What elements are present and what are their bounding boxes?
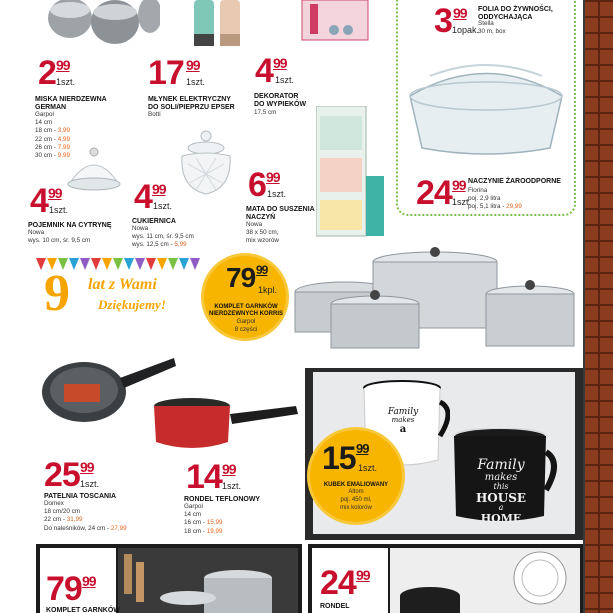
bunting-flag xyxy=(80,258,90,270)
pot-set-name: KOMPLET GARNKÓW NIERDZEWNYCH KORRIS xyxy=(208,304,283,317)
bunting-flag xyxy=(113,258,123,270)
baking-dish-image xyxy=(400,56,572,156)
bunting-flag xyxy=(190,258,200,270)
anniversary-line1: lat z Wami xyxy=(88,276,157,293)
mug-price: 15 99 1szt. xyxy=(322,440,378,476)
baking-dish-name: NACZYNIE ŻAROODPORNE xyxy=(468,178,561,185)
bowls-image xyxy=(40,0,160,50)
bottom-left-name: KOMPLET GARNKÓW xyxy=(46,607,120,613)
bunting-flag xyxy=(135,258,145,270)
pan-desc: Domex 18 cm/20 cm 22 cm - 31,99 Do naleśników, 24 cm - 27,99 xyxy=(44,500,127,532)
decorator-image xyxy=(300,0,370,42)
pan-price: 25 99 1szt. xyxy=(44,456,100,494)
grinder-brand: Botti xyxy=(148,111,161,118)
bunting-flag xyxy=(157,258,167,270)
pan-name: PATELNIA TOSCANIA xyxy=(44,493,117,500)
bottom-right-image xyxy=(390,548,580,613)
grinder-name: MŁYNEK ELEKTRYCZNY DO SOLI/PIEPRZU EPSER xyxy=(148,96,235,112)
bottom-right-price: 24 99 xyxy=(320,564,370,602)
foil-desc: Stella 30 m, box xyxy=(478,20,506,36)
baking-dish-price: 24 99 1szt. xyxy=(416,174,472,212)
decorator-desc: 17,5 cm xyxy=(254,109,277,116)
saucepan-price: 14 99 1szt. xyxy=(186,458,242,496)
bowl-desc: Garpol 14 cm 18 cm - 3,99 22 cm - 4,99 26 cm - 7,99 30 cm - 9,99 xyxy=(35,111,71,159)
saucepan-name: RONDEL TEFLONOWY xyxy=(184,496,261,503)
mug-desc: Altom poj. 450 ml, mix kolorów xyxy=(340,489,372,511)
bunting-flag xyxy=(168,258,178,270)
bunting-flag xyxy=(124,258,134,270)
anniversary-line2: Dziękujemy! xyxy=(98,297,166,312)
lemon-name: POJEMNIK NA CYTRYNĘ xyxy=(28,222,112,229)
pot-set-image xyxy=(285,240,585,360)
bottom-left-price: 79 99 xyxy=(46,570,96,608)
mat-price: 6 99 1szt. xyxy=(248,166,287,204)
sugar-bowl-price: 4 99 1szt. xyxy=(134,178,173,216)
bottom-left-image xyxy=(118,548,298,613)
lemon-container-image xyxy=(64,146,124,201)
lemon-desc: Nowa wys. 10 cm, śr. 9,5 cm xyxy=(28,229,91,245)
mat-image xyxy=(316,106,386,246)
grinder-price: 17 99 1szt. xyxy=(148,54,206,92)
bunting-flag xyxy=(179,258,189,270)
sugar-bowl-name: CUKIERNICA xyxy=(132,218,176,225)
lemon-price: 4 99 1szt. xyxy=(30,182,69,220)
grinders-image xyxy=(190,0,250,48)
saucepan-image xyxy=(152,396,302,456)
bottom-right-name: RONDEL xyxy=(320,603,350,610)
anniversary-number: 9 xyxy=(44,265,70,322)
bowl-name: MISKA NIERDZEWNA GERMAN xyxy=(35,96,107,112)
mug-name: KUBEK EMALIOWANY xyxy=(323,482,389,488)
decorator-name: DEKORATOR DO WYPIEKÓW xyxy=(254,93,307,109)
saucepan-desc: Garpol 14 cm 16 cm - 15,99 18 cm - 19,99 xyxy=(184,503,223,535)
bunting-flag xyxy=(69,258,79,270)
baking-dish-desc: Florina poj. 2,9 litra poj. 5,1 litra - 29,99 xyxy=(468,187,522,211)
decorator-price: 4 99 1szt. xyxy=(255,52,295,90)
foil-price: 3 99 1opak. xyxy=(434,2,480,40)
pot-set-price: 79 99 1kpl. xyxy=(226,262,278,295)
brick-wall-background xyxy=(583,0,613,613)
black-mug-text: Family makes this HOUSE a HOME xyxy=(475,457,527,525)
pot-set-desc: Garpol 8 części xyxy=(234,318,258,334)
bunting-flag xyxy=(91,258,101,270)
sugar-bowl-image xyxy=(176,128,236,198)
bunting-flag xyxy=(102,258,112,270)
foil-name: FOLIA DO ŻYWNOŚCI, ODDYCHAJĄCA xyxy=(478,6,553,22)
white-mug-text: Family makes a xyxy=(387,407,419,435)
mat-desc: Nowa 38 x 50 cm, mix wzorów xyxy=(246,221,279,245)
bunting-flag xyxy=(146,258,156,270)
bowl-price: 2 99 1szt. xyxy=(38,54,76,92)
mat-name: MATA DO SUSZENIA NACZYŃ xyxy=(246,206,315,222)
sugar-bowl-desc: Nowa wys. 11 cm, śr. 9,5 cm wys. 12,5 cm - 5,99 xyxy=(132,225,194,249)
